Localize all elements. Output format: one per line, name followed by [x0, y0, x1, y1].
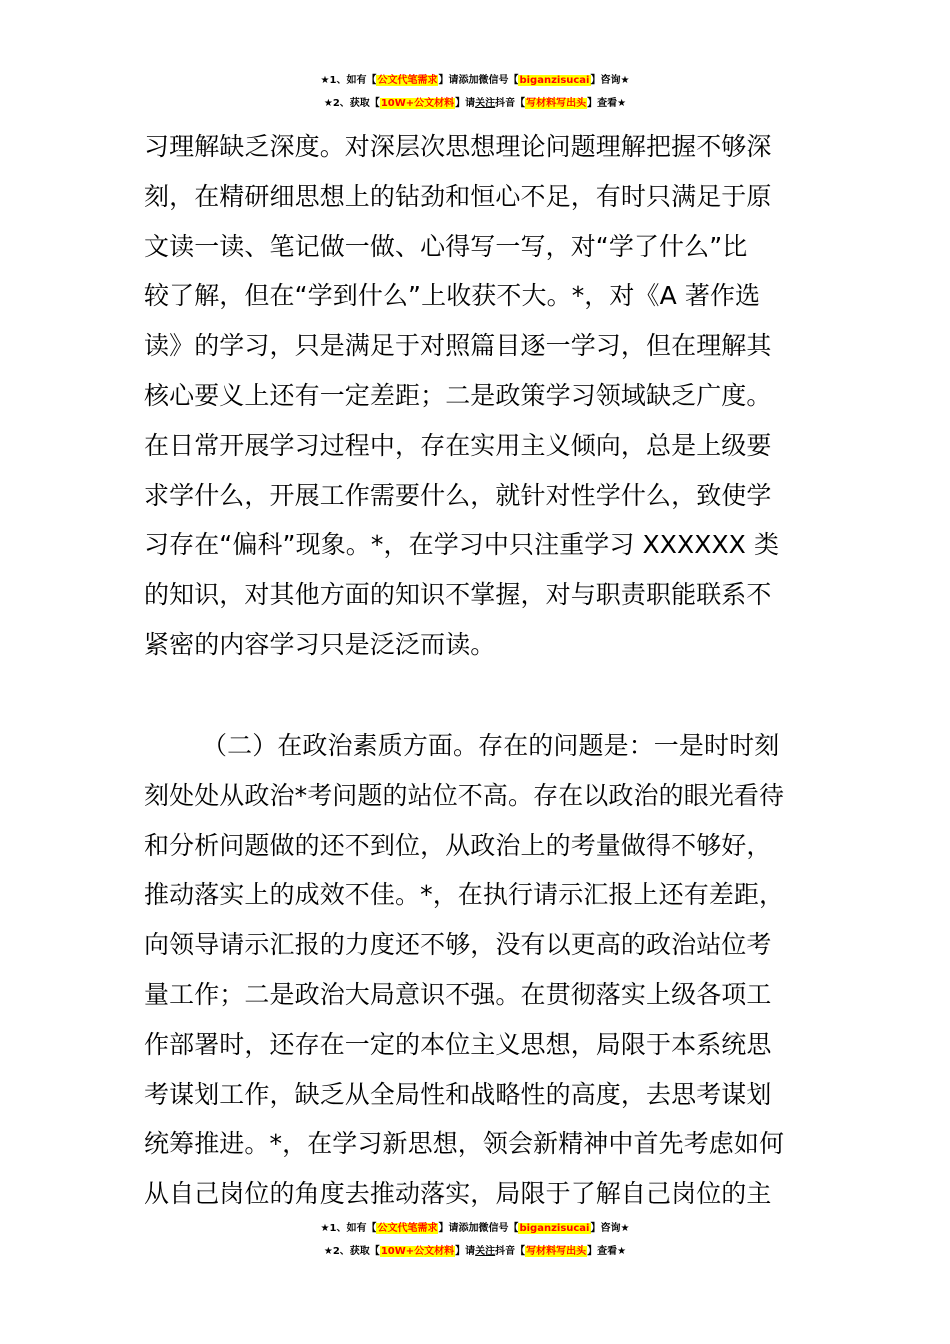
- highlight-service-text: 公文代笔需求: [377, 1223, 438, 1234]
- banner-text: 微信号【: [478, 75, 519, 86]
- text-line: 求学什么，开展工作需要什么，就针对性学什么，致使学: [144, 480, 772, 510]
- text-line: 文读一读、笔记做一做、心得写一写，对“学了什么”比: [144, 231, 748, 261]
- banner-text: 】请: [438, 75, 459, 86]
- paragraph-1: [144, 122, 808, 670]
- banner-line-2: [0, 1240, 950, 1263]
- text-line: 统筹推进。*，在学习新思想，领会新精神中首先考虑如何: [144, 1129, 785, 1159]
- text-line: 习理解缺乏深度。对深层次思想理论问题理解把握不够深: [144, 132, 772, 161]
- banner-text: 】咨询★: [590, 75, 630, 86]
- text-line: 核心要义上还有一定差距；二是政策学习领域缺乏广度。: [144, 380, 772, 410]
- banner-line-1: [0, 69, 950, 92]
- text-line: 量工作；二是政治大局意识不强。在贯彻落实上级各项工: [144, 979, 772, 1009]
- banner-text: ★1、如有【: [320, 1223, 377, 1234]
- text-line: 从自己岗位的角度去推动落实，局限于了解自己岗位的主: [144, 1179, 772, 1209]
- highlight-materials-text: 10W+公文材料: [380, 98, 455, 109]
- banner-text: 关注: [475, 1246, 496, 1257]
- highlight-materials-text: 10W+公文材料: [380, 1246, 455, 1257]
- text-line: 读》的学习，只是满足于对照篇目逐一学习，但在理解其: [144, 331, 772, 361]
- banner-text: ★1、如有【: [320, 75, 377, 86]
- highlight-service-text: 公文代笔需求: [377, 75, 438, 86]
- text-line: 在日常开展学习过程中，存在实用主义倾向，总是上级要: [144, 430, 772, 460]
- banner-text: ★2、获取【: [323, 1246, 380, 1257]
- text-line: 刻，在精研细思想上的钻劲和恒心不足，有时只满足于原: [144, 181, 772, 211]
- footer-banner: [0, 1217, 950, 1263]
- header-banner: [0, 69, 950, 115]
- banner-text: 微信号【: [478, 1223, 519, 1234]
- highlight-wechat-id: biganzisucai: [519, 1223, 590, 1234]
- text-line: 的知识，对其他方面的知识不掌握，对与职责职能联系不: [144, 580, 772, 610]
- banner-text: 】请: [455, 98, 476, 109]
- text-line: 刻处处从政治*考问题的站位不高。存在以政治的眼光看待: [144, 780, 785, 810]
- text-line: 习存在“偏科”现象。*，在学习中只注重学习 XXXXXX 类: [144, 530, 780, 560]
- banner-text: 添加: [458, 75, 479, 86]
- banner-text: ★2、获取【: [323, 98, 380, 109]
- paragraph-2: [144, 721, 808, 1219]
- text-line: 和分析问题做的还不到位，从政治上的考量做得不够好，: [144, 830, 772, 860]
- text-line: 作部署时，还存在一定的本位主义思想，局限于本系统思: [144, 1029, 772, 1059]
- text-line: 考谋划工作，缺乏从全局性和战略性的高度，去思考谋划: [144, 1079, 772, 1109]
- banner-line-2: [0, 92, 950, 115]
- text-line: （二）在政治素质方面。存在的问题是：一是时时刻: [202, 731, 780, 760]
- banner-text: 添加: [458, 1223, 479, 1234]
- highlight-wechat-id: biganzisucai: [519, 75, 590, 86]
- banner-text: 抖音【: [495, 1246, 526, 1257]
- highlight-douyin-account: 写材料写出头: [526, 1246, 587, 1257]
- banner-text: 】查看★: [587, 98, 627, 109]
- text-line: 推动落实上的成效不佳。*，在执行请示汇报上还有差距，: [144, 880, 785, 910]
- banner-text: 关注: [475, 98, 496, 109]
- highlight-douyin-account: 写材料写出头: [526, 98, 587, 109]
- text-line: 紧密的内容学习只是泛泛而读。: [144, 629, 496, 659]
- banner-text: 】请: [455, 1246, 476, 1257]
- text-line: 向领导请示汇报的力度还不够，没有以更高的政治站位考: [144, 930, 772, 960]
- banner-text: 】咨询★: [590, 1223, 630, 1234]
- banner-text: 】请: [438, 1223, 459, 1234]
- text-line: 较了解，但在“学到什么”上收获不大。*，对《A 著作选: [144, 281, 761, 311]
- banner-text: 】查看★: [587, 1246, 627, 1257]
- banner-line-1: [0, 1217, 950, 1240]
- banner-text: 抖音【: [495, 98, 526, 109]
